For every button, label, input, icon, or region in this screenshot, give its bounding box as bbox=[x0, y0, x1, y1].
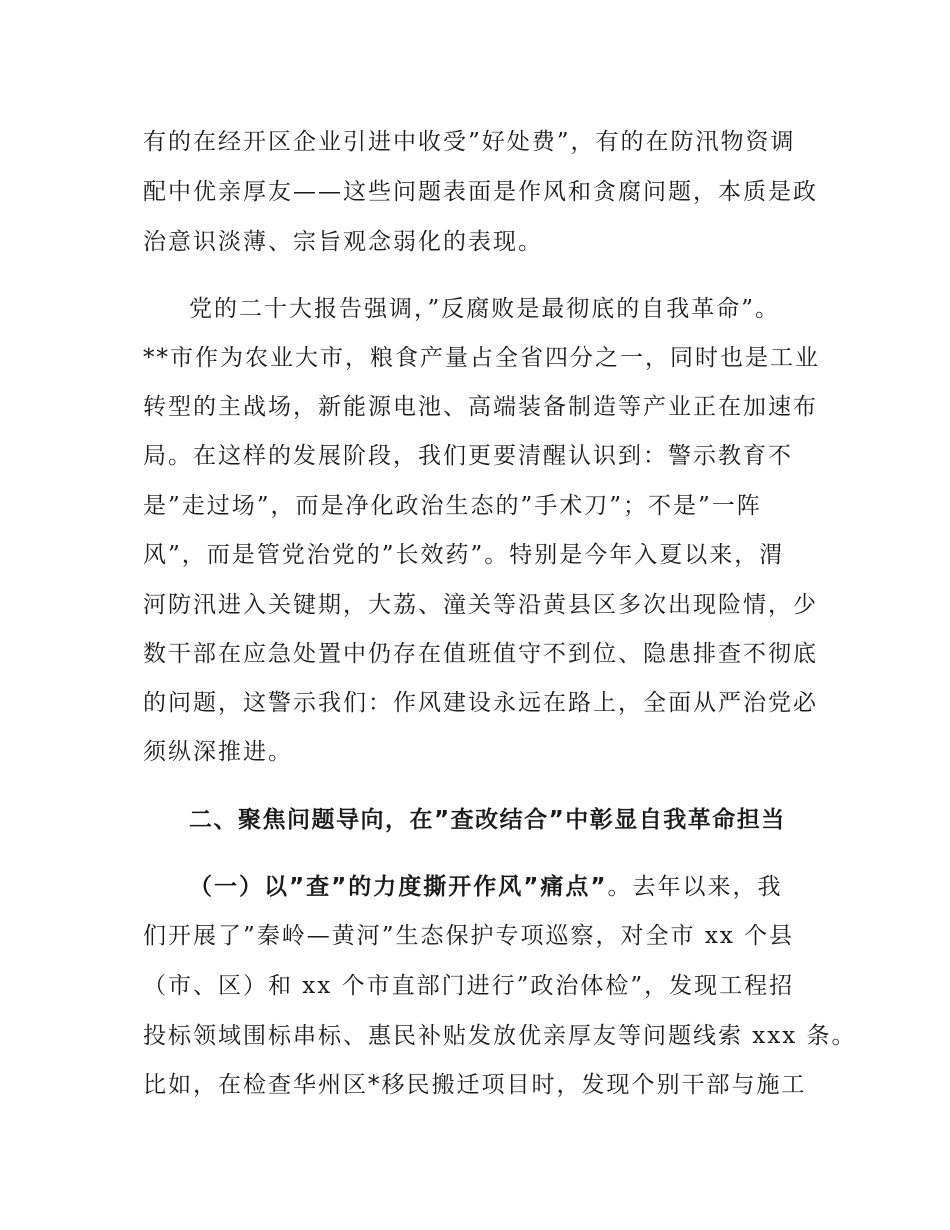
text-line: 局。在这样的发展阶段，我们更要清醒认识到：警示教育不 bbox=[143, 443, 793, 469]
text-line: 的问题，这警示我们：作风建设永远在路上，全面从严治党必 bbox=[143, 690, 818, 716]
text-line: **市作为农业大市，粮食产量占全省四分之一，同时也是工业 bbox=[143, 345, 820, 371]
paragraph3-first-line bbox=[189, 872, 782, 902]
text-line: 须纵深推进。 bbox=[143, 739, 293, 765]
text-line: 风”，而是管党治党的”长效药”。特别是今年入夏以来，渭 bbox=[143, 542, 785, 568]
subsection-heading: （一）以”查”的力度撕开作风”痛点” bbox=[189, 874, 608, 900]
text-line: 数干部在应急处置中仍存在值班值守不到位、隐患排查不彻底 bbox=[143, 641, 818, 667]
section-heading: 二、聚焦问题导向，在”查改结合”中彰显自我革命担当 bbox=[189, 807, 786, 833]
text-line: 配中优亲厚友——这些问题表面是作风和贪腐问题，本质是政 bbox=[143, 179, 818, 205]
text-line: 河防汛进入关键期，大荔、潼关等沿黄县区多次出现险情，少 bbox=[143, 592, 818, 618]
text-line: 投标领域围标串标、惠民补贴发放优亲厚友等问题线索 xxx 条。 bbox=[143, 1023, 857, 1049]
text-line: 比如，在检查华州区*移民搬迁项目时，发现个别干部与施工 bbox=[143, 1072, 807, 1098]
text-line: 有的在经开区企业引进中收受”好处费”，有的在防汛物资调 bbox=[143, 129, 796, 155]
text-line: 转型的主战场，新能源电池、高端装备制造等产业正在加速布 bbox=[143, 394, 818, 420]
text-line: （市、区）和 xx 个市直部门进行”政治体检”，发现工程招 bbox=[143, 973, 795, 999]
text-line: 治意识淡薄、宗旨观念弱化的表现。 bbox=[143, 229, 543, 255]
text-line: 们开展了”秦岭—黄河”生态保护专项巡察，对全市 xx 个县 bbox=[143, 923, 795, 949]
text-line: 是”走过场”，而是净化政治生态的”手术刀”；不是”一阵 bbox=[143, 493, 762, 519]
text-fragment: 。去年以来，我 bbox=[607, 874, 783, 900]
text-line: 党的二十大报告强调，”反腐败是最彻底的自我革命”。 bbox=[189, 296, 781, 322]
